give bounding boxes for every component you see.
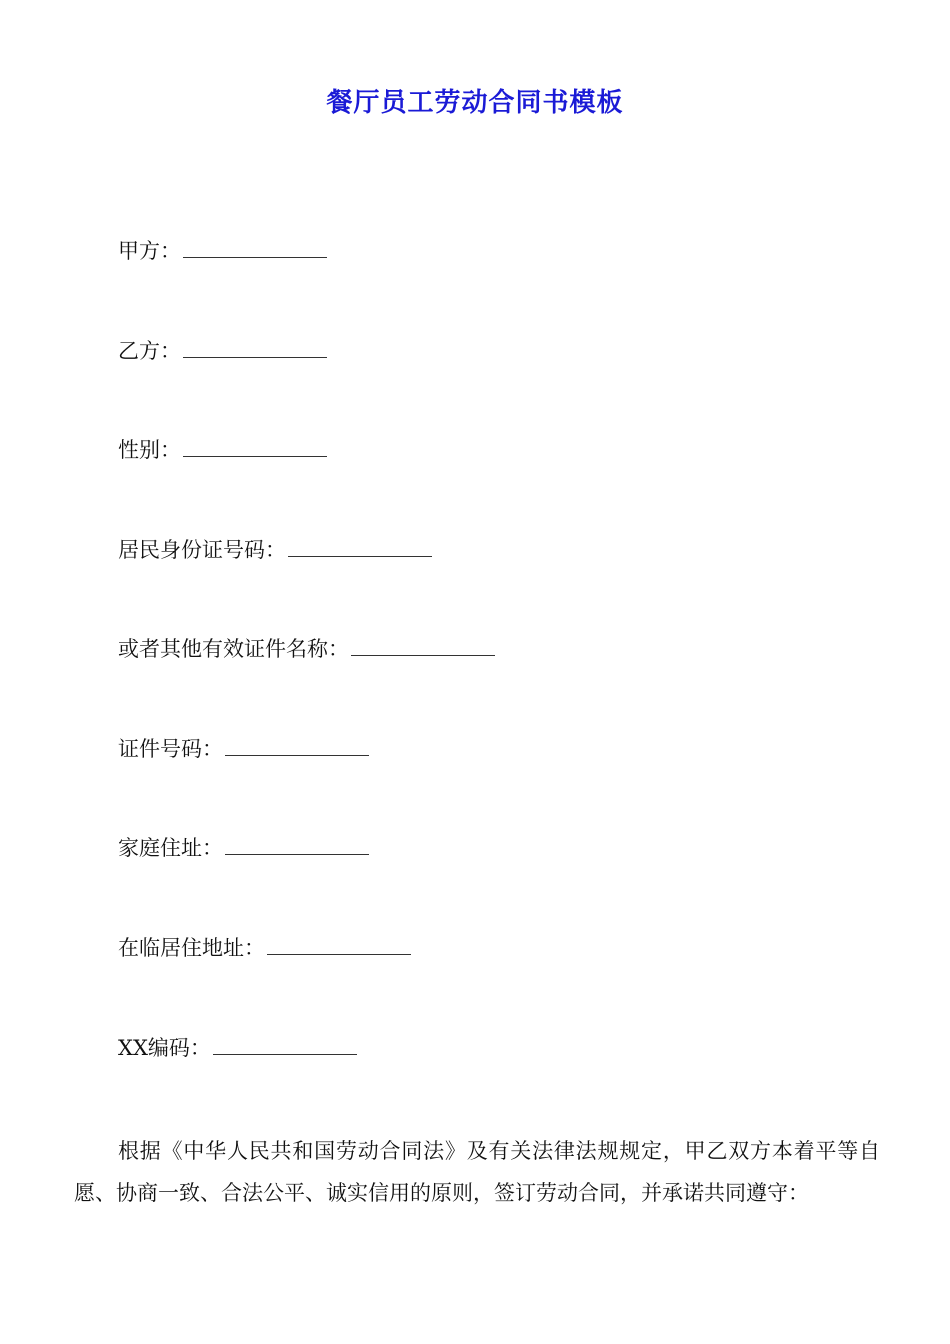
field-label: 家庭住址：: [118, 836, 223, 860]
field-label: XX编码：: [118, 1036, 211, 1060]
fill-blank: [183, 436, 327, 457]
document-title: 餐厅员工劳动合同书模板: [326, 88, 624, 118]
field-party-a: [118, 236, 327, 266]
fill-blank: [213, 1034, 357, 1055]
fill-blank: [288, 536, 432, 557]
field-party-b: [118, 336, 327, 366]
field-label: 在临居住地址：: [118, 936, 265, 960]
field-gender: [118, 435, 327, 465]
fill-blank: [225, 735, 369, 756]
field-label: 证件号码：: [118, 737, 223, 761]
fill-blank: [351, 635, 495, 656]
fill-blank: [225, 834, 369, 855]
fill-blank: [183, 237, 327, 258]
field-other-document-name: [118, 634, 495, 664]
field-document-number: [118, 734, 369, 764]
field-code: [118, 1033, 357, 1063]
intro-paragraph: 根据《中华人民共和国劳动合同法》及有关法律法规规定，甲乙双方本着平等自愿、协商一致、合法公平、诚实信用的原则，签订劳动合同，并承诺共同遵守：: [74, 1139, 880, 1205]
field-label: 甲方：: [118, 239, 181, 263]
field-label: 居民身份证号码：: [118, 538, 286, 562]
field-label: 乙方：: [118, 339, 181, 363]
field-label: 或者其他有效证件名称：: [118, 637, 349, 661]
field-current-address: [118, 933, 411, 963]
fill-blank: [267, 934, 411, 955]
field-id-number: [118, 535, 432, 565]
fill-blank: [183, 337, 327, 358]
field-label: 性别：: [118, 438, 181, 462]
field-home-address: [118, 833, 369, 863]
